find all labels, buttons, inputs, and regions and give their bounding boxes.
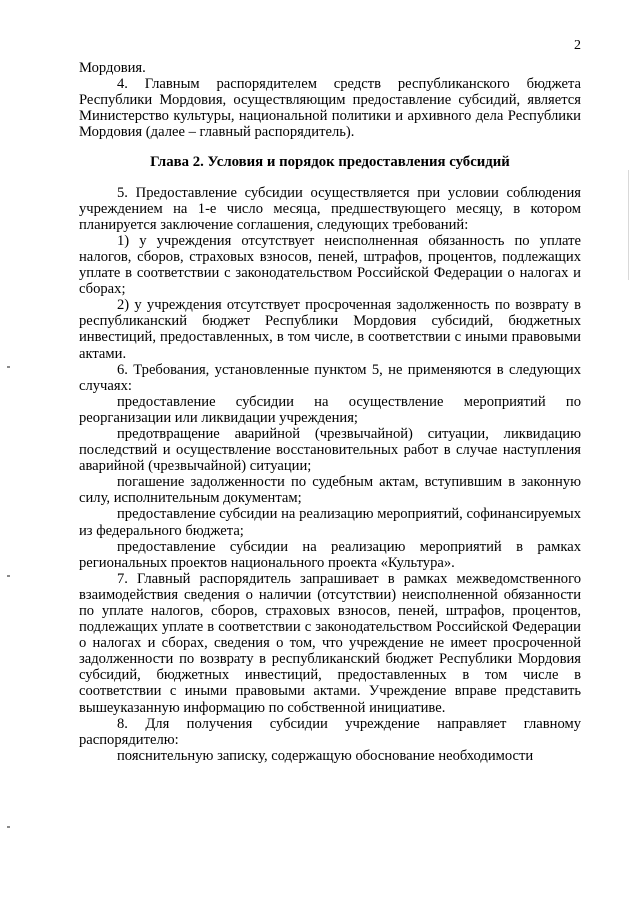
scan-edge-mark xyxy=(7,826,10,828)
paragraph: 8. Для получения субсидии учреждение направляет главному распорядителю: xyxy=(79,715,581,748)
page-number: 2 xyxy=(574,38,581,53)
paragraph: погашение задолженности по судебным актам, вступившим в законную силу, исполнительным документам; xyxy=(79,474,581,507)
paragraph: пояснительную записку, содержащую обоснование необходимости xyxy=(117,747,534,764)
scan-edge-mark xyxy=(7,366,10,368)
paragraph: предоставление субсидии на осуществление мероприятий по реорганизации или ликвидации учреждения; xyxy=(79,393,581,426)
paragraph: 7. Главный распорядитель запрашивает в рамках межведомственного взаимодействия сведения о наличии (отсутствии) неисполненной обязанности по уплате налогов, сборов, страховых взносов, пеней, штрафов, процентов, подлежащих уплате в соответствии с законодательством Российской Федерации о налогах и сборах, сведения о том, что учреждение не имеет просроченной задолженности по возврату в республиканский бюджет Республики Мордовия субсидий, бюджетных инвестиций, предоставленных в том числе в соответствии с иными правовыми актами. Учреждение вправе представить вышеуказанную информацию по собственной инициативе. xyxy=(79,570,581,716)
paragraph: Мордовия. xyxy=(79,60,146,76)
paragraph: 1) у учреждения отсутствует неисполненная обязанность по уплате налогов, сборов, страховых взносов, пеней, штрафов, процентов, подлежащих уплате в соответствии с законодательством Российской Федерации о налогах и сборах; xyxy=(79,232,581,298)
paragraph: предоставление субсидии на реализацию мероприятий в рамках региональных проектов национального проекта «Культура». xyxy=(79,538,581,571)
paragraph: 6. Требования, установленные пунктом 5, не применяются в следующих случаях: xyxy=(79,361,581,394)
paragraph: предотвращение аварийной (чрезвычайной) ситуации, ликвидацию последствий и осуществление восстановительных работ в случае наступления аварийной (чрезвычайной) ситуации; xyxy=(79,425,581,475)
paragraph: 2) у учреждения отсутствует просроченная задолженность по возврату в республиканский бюджет Республики Мордовия субсидий, бюджетных инвестиций, предоставленных, в том числе, в соответствии с иными правовыми актами. xyxy=(79,297,581,362)
paragraph: предоставление субсидии на реализацию мероприятий, софинансируемых из федерального бюджета; xyxy=(79,506,581,539)
paragraph: 5. Предоставление субсидии осуществляется при условии соблюдения учреждением на 1-е число месяца, предшествующего месяцу, в котором планируется заключение соглашения, следующих требований: xyxy=(79,184,581,233)
chapter-heading: Глава 2. Условия и порядок предоставления субсидий xyxy=(150,154,510,171)
document-body xyxy=(79,60,581,764)
paragraph: 4. Главным распорядителем средств республиканского бюджета Республики Мордовия, осуществляющим предоставление субсидий, является Министерство культуры, национальной политики и архивного дела Республики Мордовия (далее – главный распорядитель). xyxy=(79,76,581,141)
scan-edge-mark xyxy=(7,575,10,577)
scan-edge-line xyxy=(628,170,629,280)
